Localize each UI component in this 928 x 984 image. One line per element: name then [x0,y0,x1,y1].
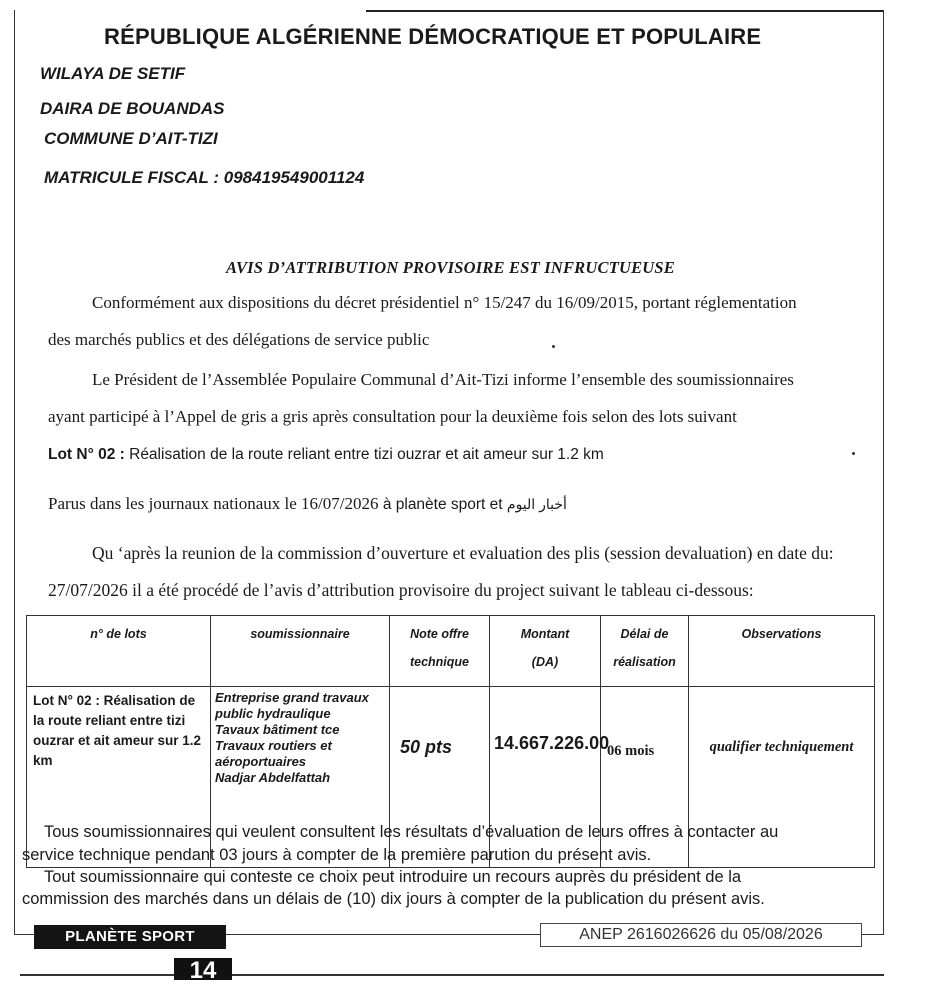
cell-delai: 06 mois [601,687,689,868]
lot-label: Lot N° 02 : [48,446,125,463]
page-rule [20,974,884,976]
cell-montant: 14.667.226.00 [490,687,601,868]
paragraph-2-line-1: Le Président de l’Assemblée Populaire Communal d’Ait-Tizi informe l’ensemble des soumissionnaires [92,370,794,389]
footer-line-4: commission des marchés dans un délais de (10) dix jours à compter de la publication du présent avis. [22,890,765,908]
lot-line [48,446,604,464]
matricule-line: MATRICULE FISCAL : 098419549001124 [44,168,365,187]
header-observations: Observations [689,616,875,687]
parus-text: Parus dans les journaux nationaux le 16/07/2026 [48,494,379,513]
republic-heading: RÉPUBLIQUE ALGÉRIENNE DÉMOCRATIQUE ET POPULAIRE [104,24,762,49]
header-montant-l1: Montant [520,627,570,641]
header-soumissionnaire: soumissionnaire [211,616,390,687]
lot-text: Réalisation de la route reliant entre tizi ouzrar et ait ameur sur 1.2 km [124,446,604,463]
header-delai-l2: réalisation [613,655,676,669]
paragraph-3-line-1: Qu ‘après la reunion de la commission d’ouverture et evaluation des plis (session devaluation) en date du: [92,543,834,563]
sou-line: aéroportuaires [215,754,307,769]
header-montant-l2: (DA) [531,655,559,669]
paragraph-1-line-2: des marchés publics et des délégations de service public [48,330,430,349]
speck [552,345,555,348]
avis-title: AVIS D’ATTRIBUTION PROVISOIRE EST INFRUCTUEUSE [226,258,676,277]
commune-line: COMMUNE D’AIT-TIZI [44,129,218,148]
paragraph-1-line-1: Conformément aux dispositions du décret présidentiel n° 15/247 du 16/09/2015, portant réglementation [92,293,797,312]
speck [852,452,855,455]
paragraph-3-line-2: 27/07/2026 il a été procédé de l’avis d’attribution provisoire du project suivant le tableau ci-dessous: [48,580,754,600]
header-note-l1: Note offre [410,627,469,641]
header-note [390,616,490,687]
sou-line: Travaux routiers et [215,738,332,753]
header-note-l2: technique [409,655,470,669]
sou-line: Tavaux bâtiment tce [215,722,340,737]
sou-line: public hydraulique [215,706,331,721]
footer-line-1: Tous soumissionnaires qui veulent consultent les résultats d’évaluation de leurs offres à contacter au [44,823,779,841]
header-delai [601,616,689,687]
header-delai-l1: Délai de [620,627,669,641]
anep-reference: ANEP 2616026626 du 05/08/2026 [540,923,862,947]
cell-lot-rest: Réalisation de la route reliant entre tizi ouzrar et ait ameur sur 1.2 km [33,693,202,768]
header-montant [490,616,601,687]
header-lot: n° de lots [27,616,211,687]
table-header-row [27,616,875,687]
daira-line: DAIRA DE BOUANDAS [40,99,225,118]
sou-line: Entreprise grand travaux [215,690,369,705]
paragraph-2-line-2: ayant participé à l’Appel de gris a gris après consultation pour la deuxième fois selon des lots suivant [48,407,737,426]
parus-arabic: أخبار اليوم [506,496,567,512]
parus-tail: à planète sport et [378,496,507,513]
cell-observation: qualifier techniquement [689,687,875,868]
parus-line [48,494,567,514]
newspaper-label: PLANÈTE SPORT [34,925,226,949]
footer-line-3: Tout soumissionnaire qui conteste ce choix peut introduire un recours auprès du président de la [44,868,742,886]
cell-lot-bold: Lot N° 02 : [33,693,100,708]
footer-line-2: service technique pendant 03 jours à compter de la première parution du présent avis. [22,846,652,864]
sou-line: Nadjar Abdelfattah [215,770,331,785]
page-number: 14 [174,958,232,980]
wilaya-line: WILAYA DE SETIF [40,64,186,83]
cell-note: 50 pts [390,687,490,868]
